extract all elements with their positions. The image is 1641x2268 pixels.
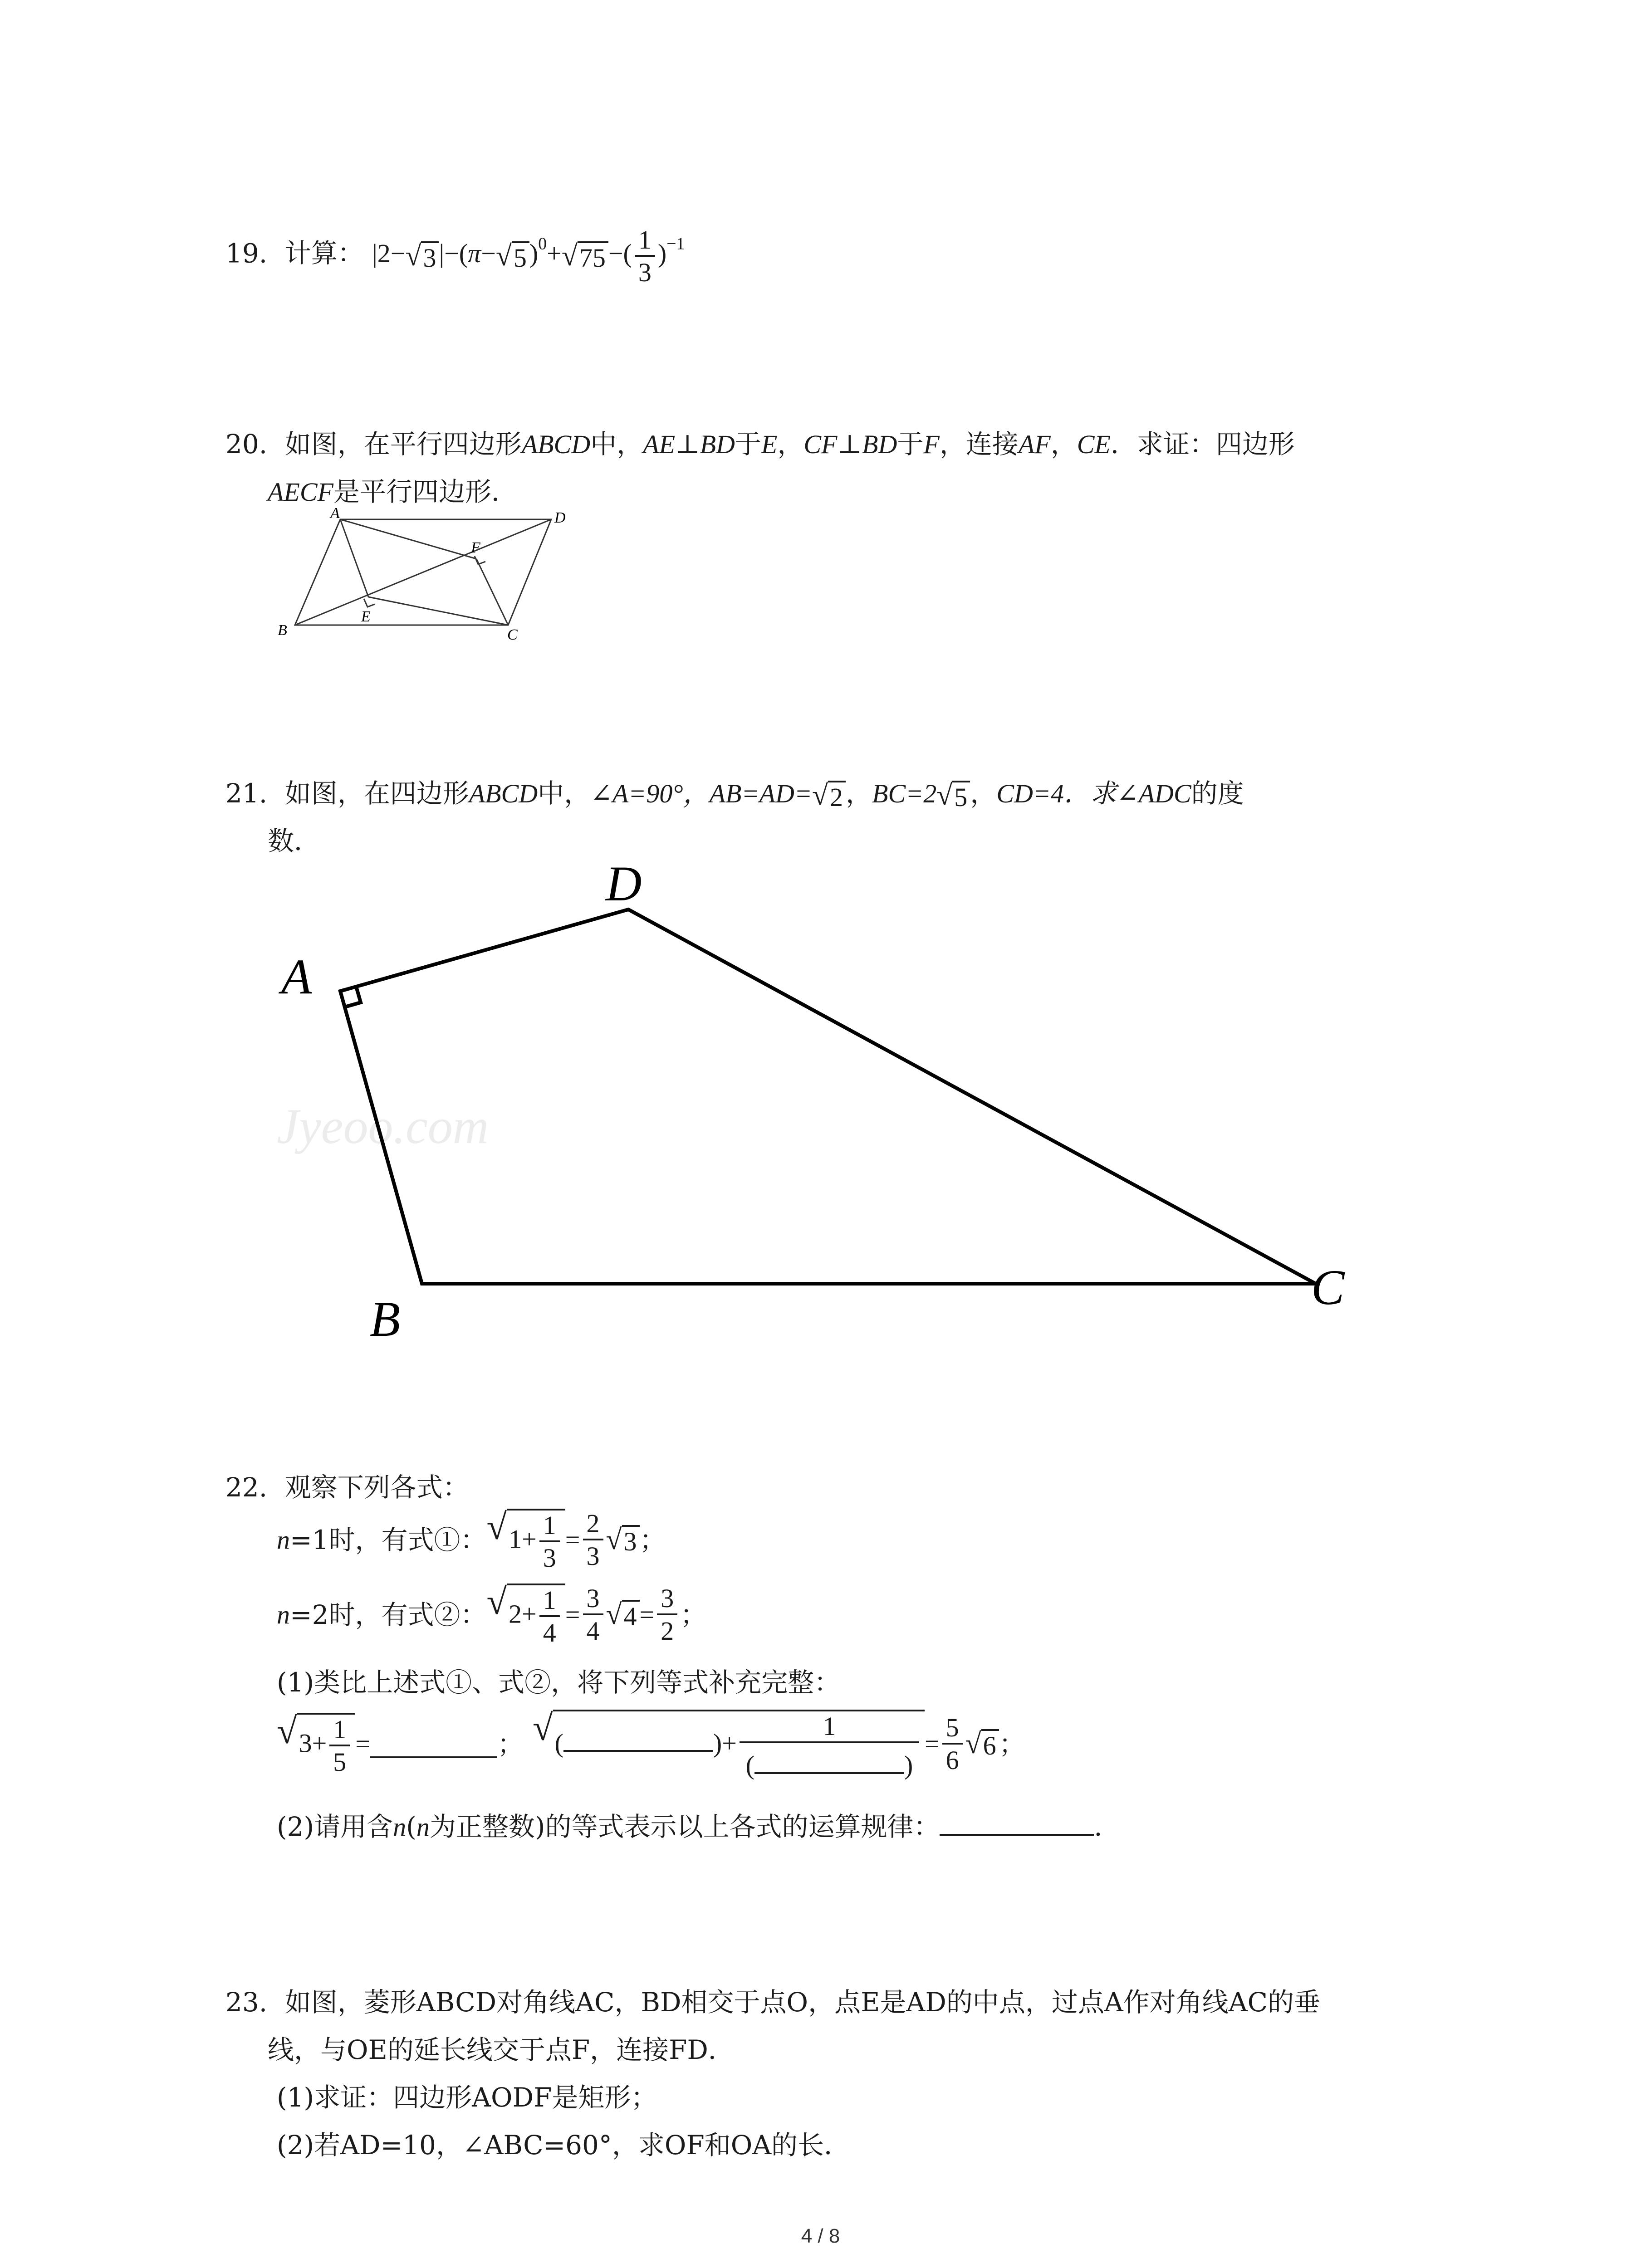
question-22-formula-1: n =1时，有式①： √ 1+ $\frac{1}{3}$ = $\frac{2}{3}$ √ 3 ； [277, 1506, 666, 1573]
answer-blank-4[interactable] [940, 1808, 1094, 1836]
question-19 [225, 227, 685, 286]
text: E [761, 430, 778, 459]
text: F [923, 430, 940, 459]
question-23-line-1 [225, 1987, 1320, 2018]
question-22-fill-in: √ 3+ $\frac{1}{5}$ = ； √ ( )+ $\frac{1}{( )}$ = $\frac{5}{6}$ √ 6 ； [277, 1707, 1025, 1780]
text: ，连接 [939, 429, 1019, 459]
label-D: D [554, 509, 566, 526]
label-A: A [281, 949, 312, 1004]
text: 于 [897, 429, 924, 459]
text: =2时，有式②： [290, 1599, 487, 1630]
text: ⊥ [675, 429, 700, 459]
sqrt-2: √ 2 [812, 781, 846, 811]
question-22-part-1 [277, 1669, 840, 1696]
sqrt-5: √ 5 [936, 781, 970, 811]
text: AE [643, 430, 676, 459]
text: ADC [1138, 779, 1191, 808]
text: n [416, 1812, 430, 1842]
question-number: 23. [225, 1987, 268, 2018]
text: 观察下列各式： [284, 1472, 469, 1503]
expression: |2− √ 3 |−(π− √ 5 )$^0$+ √ 75 −( $\frac{1}{3}$ )$^{-1}$ [372, 225, 685, 287]
question-23-part-2 [277, 2132, 850, 2158]
text: ( [406, 1811, 416, 1842]
text: ⊥ [837, 429, 862, 459]
label-C: C [507, 626, 518, 643]
text: 于 [735, 429, 761, 459]
question-number: 19. [225, 238, 268, 269]
formula: √ 1+ $\frac{1}{3}$ [487, 1509, 565, 1571]
question-21-line-1: 21. 如图，在四边形ABCD中，∠A=90°，AB=AD= √ 2 ，BC=2 √ 5 ，CD=4．求∠ADC的度 [225, 778, 1244, 812]
formula: √ ( )+ $\frac{1}{( )}$ [533, 1710, 925, 1779]
label-E: E [361, 608, 371, 625]
question-21-line-2 [268, 828, 320, 854]
formula: √ 2+ $\frac{1}{4}$ [487, 1584, 565, 1646]
text: AF [1018, 430, 1051, 459]
text: n [393, 1812, 407, 1842]
text: n [277, 1600, 290, 1629]
text: ．求证：四边形 [1110, 429, 1295, 459]
text: ABCD [521, 430, 591, 459]
quadrilateral-figure [272, 853, 1361, 1352]
question-22-title [225, 1474, 469, 1501]
text: 线，与OE的延长线交于点F，连接FD． [268, 2034, 735, 2065]
label-C: C [1311, 1260, 1345, 1315]
text: ， [1050, 429, 1077, 459]
text: 中， [590, 429, 643, 459]
question-22-part-2 [277, 1808, 1120, 1840]
text: CE [1077, 430, 1111, 459]
answer-blank-1[interactable] [370, 1730, 497, 1758]
text: (1)类比上述式①、式②，将下列等式补充完整： [277, 1667, 841, 1698]
text: AECF [268, 477, 333, 507]
label-D: D [606, 856, 642, 911]
text: 中， [538, 778, 591, 809]
text: (1)求证：四边形AODF是矩形； [277, 2082, 657, 2113]
page-number: 4 / 8 [801, 2225, 840, 2247]
answer-blank-3[interactable] [754, 1746, 904, 1774]
question-number: 20. [225, 429, 268, 459]
text: 如图，在平行四边形 [284, 429, 522, 459]
text: 的度 [1191, 778, 1244, 809]
watermark: Jyeoo.com [277, 1099, 489, 1154]
text: CD=4．求∠ [996, 779, 1139, 808]
question-number: 22. [225, 1472, 268, 1503]
label-A: A [330, 508, 340, 522]
answer-blank-2[interactable] [563, 1724, 713, 1752]
text: =1时，有式①： [290, 1525, 487, 1555]
text: n [277, 1525, 290, 1554]
question-label: 计算： [284, 238, 364, 269]
text: ． [1094, 1811, 1121, 1842]
text: BD [700, 430, 735, 459]
text: 为正整数)的等式表示以上各式的运算规律： [429, 1811, 940, 1842]
text: 如图，菱形ABCD对角线AC，BD相交于点O，点E是AD的中点，过点A作对角线AC的垂 [284, 1987, 1320, 2018]
text: 数． [268, 826, 321, 856]
text: ∠A=90°， [590, 779, 710, 808]
text: (2)请用含 [277, 1811, 393, 1842]
text: (2)若AD=10，∠ABC=60°，求OF和OA的长． [277, 2130, 851, 2160]
question-20-line-2 [268, 476, 518, 507]
text: CF [803, 430, 838, 459]
text: BD [862, 430, 897, 459]
question-23-part-1 [277, 2084, 657, 2111]
label-B: B [278, 622, 287, 639]
text: AB=AD= [709, 779, 812, 808]
question-23-line-2 [268, 2034, 735, 2065]
formula: √ 3+ $\frac{1}{5}$ [277, 1713, 355, 1775]
text: 如图，在四边形 [284, 778, 469, 809]
text: ， [777, 429, 804, 459]
text: 是平行四边形． [333, 476, 518, 507]
question-number: 21. [225, 778, 268, 809]
question-20-line-1 [225, 431, 1295, 458]
text: BC=2 [872, 779, 937, 808]
text: ABCD [469, 779, 538, 808]
label-B: B [370, 1291, 401, 1347]
parallelogram-figure [272, 508, 590, 644]
question-22-formula-2: n =2时，有式②： √ 2+ $\frac{1}{4}$ = $\frac{3}{4}$ √ 4 = $\frac{3}{2}$ ； [277, 1581, 707, 1647]
label-F: F [471, 539, 480, 556]
